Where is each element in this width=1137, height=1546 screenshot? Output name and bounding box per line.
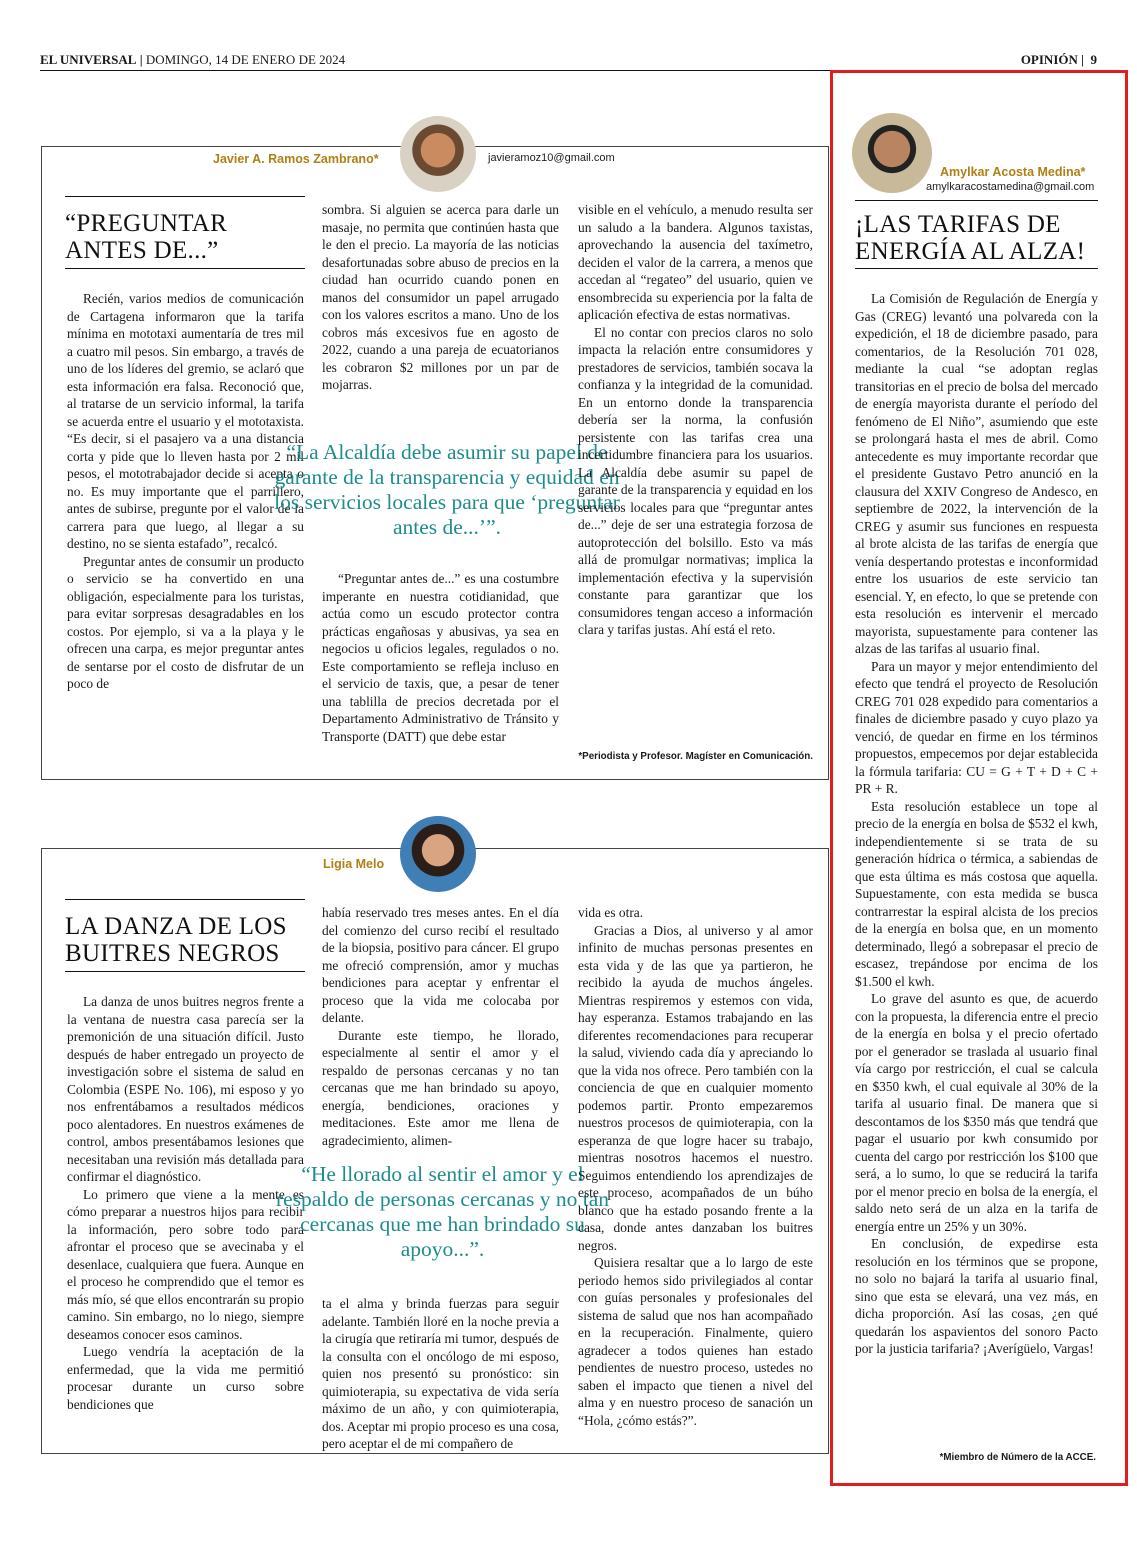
article-3-author: Amylkar Acosta Medina* bbox=[940, 165, 1086, 179]
article-1-col2-bottom: “Preguntar antes de...” es una costumbre imperante en nuestra cotidianidad, que actúa como un escudo protector contra prácticas engañosas y abusivas, ya sea en negocios u oficios legales, regulados o no. Este comportamiento se refleja incluso en el servicio de taxis, que, a pesar de tener una tablilla de precios decretada por el Departamento Administrativo de Tránsito y Transporte (DATT) que debe estar bbox=[322, 571, 559, 744]
article-3-title: ¡LAS TARIFAS DE ENERGÍA AL ALZA! bbox=[855, 211, 1086, 265]
header-date: DOMINGO, 14 DE ENERO DE 2024 bbox=[145, 52, 346, 67]
article-1-col2-top: sombra. Si alguien se acerca para darle un masaje, no permita que continúen hasta que le den el precio. La mayoría de las noticias desafortunadas sobre abuso de precios en la ciudad han ocurrido cuando ponen en manos del consumidor un papel arrugado con los valores escritos a mano. Uno de los cobros más excesivos fue en agosto de 2022, cuando a una pareja de ecuatorianos les cobraron $2 millones por un par de mojarras. bbox=[322, 202, 559, 392]
author-3-photo bbox=[852, 113, 932, 193]
article-1-pull-quote: “La Alcaldía debe asumir su papel de garante de la transparencia y equidad en los servicios locales para que ‘preguntar antes de...’”. bbox=[274, 440, 620, 539]
article-1-footnote: *Periodista y Profesor. Magíster en Comunicación. bbox=[578, 751, 813, 762]
article-2-col3: vida es otra. Gracias a Dios, al universo y al amor infinito de muchas personas presentes en esta vida y de las que ya partieron, he recibido la ayuda de muchos ángeles. Mientras respiremos y estemos con vida, hay esperanza. Estamos trabajando en las diferentes recomendaciones para recuperar la salud, viviendo cada día y apreciando lo que la vida nos ofrece. Pero también con la conciencia de que en cualquier momento podemos partir. Pronto empezaremos nuestros procesos de quimioterapia, con la esperanza de que logre hacer su trabajo, mientras nosotros hacemos el nuestro. Seguimos entendiendo los aprendizajes de este proceso, acompañados de un búho blanco que ha estado posando frente a la casa, donde antes danzaban los buitres negros. Quisiera resaltar que a lo largo de este periodo hemos sido privilegiados al contar con guías personales y profesionales del sistema de salud que nos han acompañado en la recuperación. Finalmente, quiero agradecer a todos quienes han estado pendientes de nuestro proceso, ustedes no saben el impacto que tienen a nivel del alma y en nuestro proceso de sanación un “Hola, ¿cómo estás?”. bbox=[578, 905, 813, 1428]
article-1-col1: Recién, varios medios de comunicación de Cartagena informaron que la tarifa mínima en mototaxi aumentaría de tres mil a cuatro mil pesos. Sin embargo, a través de uno de los líderes del gremio, se aclaró que esta información era falsa. Reconoció que, al tratarse de un servicio informal, la tarifa se acuerda entre el usuario y el mototaxista. “Es decir, si el pasajero va a una distancia corta y pide que lo lleven hasta por 2 mil pesos, el mototrabajador decide si acepta o no. Es muy importante que el parrillero, antes de subirse, pregunte por el valor de la carrera para que luego, al llegar a su destino, no se sienta estafado”, recalcó. Preguntar antes de consumir un producto o servicio se ha convertido en una obligación, especialmente para los turistas, para evitar sorpresas desagradables en los costos. Por ejemplo, si va a la playa y le ofrecen una carpa, es mejor preguntar antes de sentarse por el costo de disfrutar de un poco de bbox=[67, 291, 304, 691]
article-2-col2-bottom: ta el alma y brinda fuerzas para seguir adelante. También lloré en la noche previa a la cirugía que retiraría mi tumor, después de la consulta con el oncólogo de mi esposo, quien nos presentó su pronóstico: sin quimioterapia, su expectativa de vida sería máximo de un año, y con quimioterapia, dos. Aceptar mi propio proceso es una cosa, pero aceptar el de mi compañero de bbox=[322, 1296, 559, 1451]
article-2-col1: La danza de unos buitres negros frente a la ventana de nuestra casa parecía ser la premonición de una situación difícil. Justo después de haber entregado un proyecto de investigación sobre el sistema de salud en Colombia (ESPE No. 106), mi esposo y yo nos enfrentábamos a resultados médicos poco alentadores. En nuestros exámenes de control, ambos presentábamos lesiones que necesitaban una revisión más detallada para confirmar el diagnóstico. Lo primero que viene a la mente es cómo preparar a nuestros hijos para recibir la información, pero sobre todo para afrontar el proceso que se avecinaba y el desenlace, cualquiera que fuera. Aunque en el proceso he comprendido que el temor es más mío, sé que ellos encontrarán su propio camino. Sin embargo, no lo niego, siempre deseamos conocer esos caminos. Luego vendría la aceptación de la enfermedad, que la vida me permitió procesar durante un curso sobre bendiciones que bbox=[67, 994, 304, 1412]
author-2-photo bbox=[400, 816, 476, 892]
article-3-body: La Comisión de Regulación de Energía y Gas (CREG) levantó una polvareda con la expedición, el 18 de diciembre pasado, para comentarios, de la Resolución 701 028, mediante la cual “se adoptan reglas transitorias en el precio de bolsa del mercado de energía mayorista durante el período del fenómeno de El Niño”, asumiendo que este se prolongará hasta el mes de abril. Como antecedente es muy importante recordar que el presidente Gustavo Petro anunció en la clausura del XXIV Congreso de Andesco, en septiembre de 2022, la intervención de la CREG y asumir sus funciones en respuesta al brote alcista de las tarifas de energía que venía despertando protestas e inconformidad entre los usuarios de este servicio tan esencial. Y, en efecto, lo que se pretende con esta resolución es intervenir el mercado mayorista, supuestamente para contener las alzas de las tarifas al usuario final. Para un mayor y mejor entendimiento del efecto que tendrá el proyecto de Resolución CREG 701 028 expedido para comentarios a finales de diciembre pasado y cuyo plazo ya venció, de quedar en firme en los términos propuestos, empecemos por dejar establecida la fórmula tarifaria: CU = G + T + D + C + PR + R. Esta resolución establece un tope al precio de la energía en bolsa de $532 el kwh, independientemente si se trata de su generación hídrica o térmica, a sabiendas de que esta última es más costosa que aquella. Supuestamente, con esta medida se busca contrarrestar la espiral alcista de los precios de la energía en bolsa que, en un momento determinado, llegó a sobrepasar el precio de escasez, trepándose por encima de los $1.500 el kwh. Lo grave del asunto es que, de acuerdo con la propuesta, la diferencia entre el precio de la energía en bolsa y el precio ofertado por el generador se traslada al usuario final vía cargo por restricción, el cual se calcula en $350 kwh, el cual equivale al 30% de la tarifa al usuario final. De manera que si descontamos de los $350 más que tendrá que pagar el usuario por kwh consumido por cuenta del cargo por restricción los $100 que será, a lo sumo, lo que se reducirá la tarifa por el menor precio en bolsa de la energía, el saldo neto será de un alza en la tarifa de energía entre un 25% y un 30%. En conclusión, de expedirse esta resolución en los términos que se propone, no solo no bajará la tarifa al usuario final, sino que esta se elevará, una vez más, en dicha proporción. Así las cosas, ¿en qué quedarán los aspavientos del sonoro Pacto por la justicia tarifaria? ¡Averígüelo, Vargas! bbox=[855, 291, 1098, 1356]
article-2-col2-top: había reservado tres meses antes. En el día del comienzo del curso recibí el resultado de la biopsia, positivo para cáncer. El grupo me ofreció comprensión, amor y muchas bendiciones para aceptar y enfrentar el proceso que la vida me colocaba por delante. Durante este tiempo, he llorado, especialmente al sentir el amor y el respaldo de personas cercanas y no tan cercanas que me han brindado su apoyo, energía, bendiciones, oraciones y meditaciones. Este amor me llena de agradecimiento, alimen- bbox=[322, 905, 559, 1148]
article-2-title: LA DANZA DE LOS BUITRES NEGROS bbox=[65, 913, 287, 967]
article-1-title: “PREGUNTAR ANTES DE...” bbox=[65, 210, 228, 264]
article-3-footnote: *Miembro de Número de la ACCE. bbox=[939, 1452, 1096, 1463]
article-2-author: Ligia Melo bbox=[323, 857, 385, 871]
article-1-author: Javier A. Ramos Zambrano* bbox=[213, 152, 379, 166]
page-number: 9 bbox=[1090, 52, 1097, 67]
article-3-email: amylkaracostamedina@gmail.com bbox=[926, 181, 1095, 193]
article-2-pull-quote: “He llorado al sentir el amor y el respaldo de personas cercanas y no tan cercanas que me han brindado su apoyo...”. bbox=[275, 1162, 610, 1261]
page-header: EL UNIVERSAL | DOMINGO, 14 DE ENERO DE 2024 OPINIÓN | 9 bbox=[40, 52, 1097, 67]
section-name: OPINIÓN bbox=[1020, 52, 1078, 67]
paper-name: EL UNIVERSAL bbox=[40, 52, 137, 67]
article-1-col3: visible en el vehículo, a menudo resulta ser un saludo a la bandera. Algunos taxistas, aprovechando la ausencia del taxímetro, deciden el valor de la carrera, a menos que accedan al “regateo” del usuario, quien ve ensombrecida su experiencia por la falta de aplicación efectiva de estas normativas. El no contar con precios claros no solo impacta la relación entre consumidores y prestadores de servicios, también socava la confianza y la integridad de la comunidad. En un entorno donde la transparencia debería ser la norma, la confusión persistente con las tarifas crea una incertidumbre financiera para los usuarios. La Alcaldía debe asumir su papel de garante de la transparencia y equidad en los servicios locales para que “preguntar antes de...” deje de ser una estrategia forzosa de autoprotección del bolsillo. Esto va más allá de promulgar normativas; implica la implementación efectiva y la supervisión constante para garantizar que los consumidores tengan acceso a información clara y tarifas justas. Ahí está el reto. bbox=[578, 202, 813, 637]
author-1-photo bbox=[400, 116, 476, 192]
article-1-email: javieramoz10@gmail.com bbox=[488, 152, 615, 164]
